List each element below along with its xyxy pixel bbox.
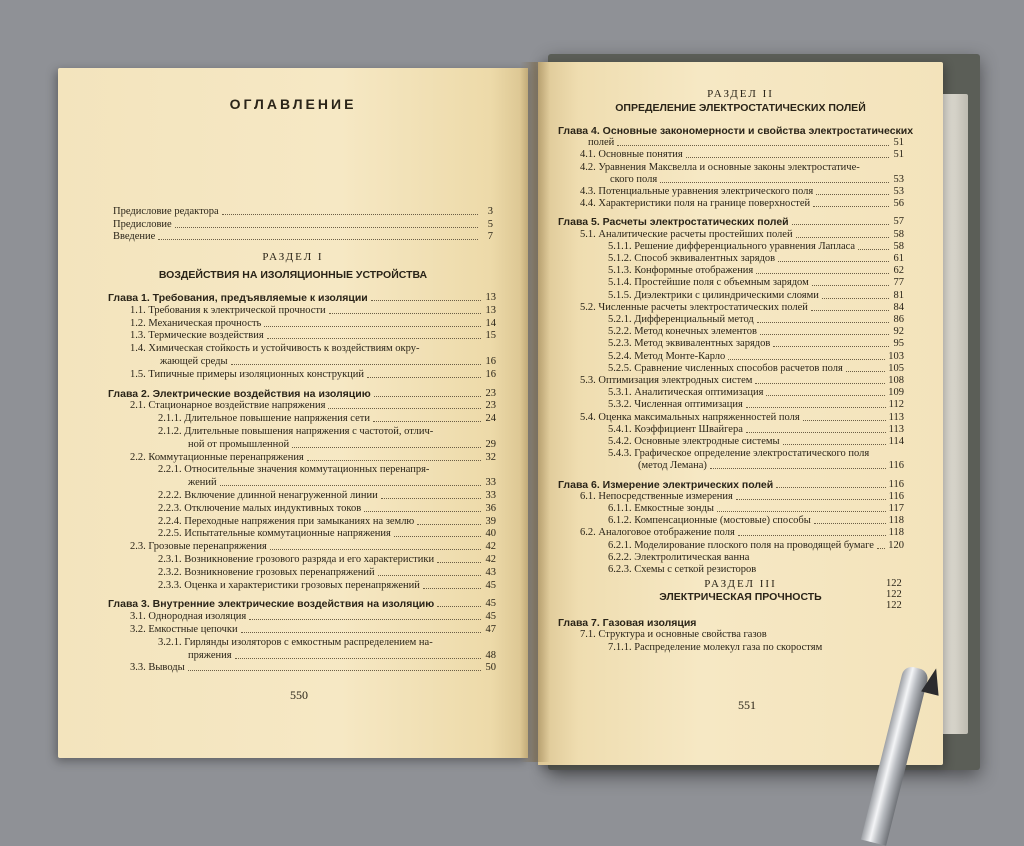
- dot-leader: [329, 313, 481, 314]
- toc-entry-text: 5.2.5. Сравнение численных способов расчетов поля: [608, 362, 843, 374]
- toc-entry-text: 5.4.2. Основные электродные системы: [608, 436, 780, 447]
- section-title: ОПРЕДЕЛЕНИЕ ЭЛЕКТРОСТАТИЧЕСКИХ ПОЛЕЙ: [615, 102, 866, 114]
- toc-entry: [580, 527, 904, 539]
- section-label: РАЗДЕЛ II: [707, 88, 774, 100]
- toc-entry-text: 5.4.1. Коэффициент Швайгера: [608, 423, 743, 435]
- toc-entry-text: 4.2. Уравнения Максвелла и основные законы электростатиче-: [580, 161, 860, 173]
- toc-entry: [608, 448, 904, 460]
- toc-entry: [580, 629, 904, 641]
- toc-entry: [130, 330, 496, 342]
- toc-entry: [130, 400, 496, 412]
- toc-entry: [130, 624, 496, 636]
- toc-entry-text: 2.1.1. Длительное повышение напряжения сети: [158, 413, 370, 425]
- toc-entry: [130, 611, 496, 623]
- toc-page-number: 116: [888, 478, 904, 490]
- section-label: РАЗДЕЛ I: [262, 251, 324, 263]
- toc-entry-text: 5.1. Аналитические расчеты простейших полей: [580, 228, 793, 240]
- toc-page-number: 53: [893, 173, 904, 185]
- dot-leader: [364, 511, 481, 512]
- section-label: РАЗДЕЛ III: [704, 578, 777, 591]
- toc-entry-text: 7.1.1. Распределение молекул газа по скоростям: [608, 641, 823, 653]
- dot-leader: [755, 383, 885, 384]
- front-matter-entry: [113, 206, 493, 218]
- toc-entry: [158, 554, 496, 566]
- toc-page-number: 33: [485, 477, 496, 489]
- toc-page-number: 113: [888, 411, 904, 423]
- toc-entry: [608, 515, 904, 527]
- toc-chapter: [558, 125, 914, 137]
- toc-entry-text: Предисловие редактора: [113, 206, 219, 217]
- dot-leader: [717, 511, 886, 512]
- dot-leader: [728, 359, 885, 360]
- toc-entry: [158, 413, 496, 425]
- toc-page-number: 23: [485, 400, 496, 412]
- toc-page-number: 16: [485, 368, 496, 380]
- dot-leader: [367, 377, 481, 378]
- toc-page-number: 118: [888, 515, 904, 527]
- toc-page-number: 16: [485, 356, 496, 367]
- toc-page-number: 117: [888, 503, 904, 514]
- page-number-left: 550: [290, 688, 308, 702]
- toc-entry: [608, 503, 904, 515]
- dot-leader: [760, 334, 889, 335]
- dot-leader: [814, 523, 886, 524]
- dot-leader: [241, 632, 481, 633]
- toc-entry: [608, 399, 904, 411]
- toc-entry: [608, 290, 904, 302]
- toc-entry: [580, 162, 904, 174]
- toc-entry: [158, 490, 496, 502]
- toc-entry: [130, 369, 496, 381]
- dot-leader: [756, 273, 889, 274]
- toc-page-number: 13: [485, 292, 496, 303]
- dot-leader: [222, 214, 478, 215]
- toc-entry-text: 6.2. Аналоговое отображение поля: [580, 527, 735, 539]
- toc-page-number: 3: [487, 206, 493, 217]
- toc-page-number: 45: [485, 598, 496, 610]
- toc-entry: [608, 387, 904, 399]
- toc-entry-text: 6.1.2. Компенсационные (мостовые) способы: [608, 515, 811, 527]
- toc-entry-text: Глава 1. Требования, предъявляемые к изоляции: [108, 292, 368, 304]
- toc-entry-text: 1.5. Типичные примеры изоляционных конструкций: [130, 368, 365, 380]
- toc-entry-text: 6.1.1. Емкостные зонды: [608, 503, 714, 514]
- toc-entry: [608, 314, 904, 326]
- dot-leader: [374, 396, 481, 397]
- toc-page-number: 120: [888, 539, 904, 551]
- dot-leader: [811, 310, 889, 311]
- toc-page-number: 103: [888, 350, 904, 362]
- toc-entry: [580, 229, 904, 241]
- toc-entry-text: 2.2. Коммутационные перенапряжения: [130, 451, 304, 463]
- toc-entry-text: 7.1. Структура и основные свойства газов: [580, 629, 767, 641]
- dot-leader: [846, 371, 885, 372]
- toc-entry-text: 6.1. Непосредственные измерения: [580, 490, 733, 502]
- toc-page-number: 77: [893, 277, 904, 289]
- toc-page-number: 51: [893, 137, 904, 149]
- toc-entry: [188, 439, 496, 451]
- toc-entry: [588, 137, 904, 149]
- toc-entry-text: 6.2.3. Схемы с сеткой резисторов: [608, 564, 757, 575]
- toc-page-number: 15: [485, 330, 496, 342]
- toc-entry-text: 5.2.2. Метод конечных элементов: [608, 326, 757, 338]
- toc-page-number: 53: [893, 186, 904, 197]
- dot-leader: [778, 261, 889, 262]
- toc-entry: [160, 356, 496, 368]
- toc-chapter: [108, 388, 496, 400]
- toc-entry: [608, 277, 904, 289]
- toc-entry-text: 5.4.3. Графическое определение электростатического поля: [608, 448, 870, 460]
- toc-page-number: 61: [893, 253, 904, 264]
- toc-entry: [188, 477, 496, 489]
- front-matter-entry: [113, 219, 493, 231]
- dot-leader: [417, 524, 481, 525]
- toc-entry: [158, 637, 496, 649]
- toc-entry: [130, 343, 496, 355]
- toc-chapter: [558, 479, 904, 491]
- toc-page-number: 58: [893, 228, 904, 240]
- toc-entry-text: 5.1.2. Способ эквивалентных зарядов: [608, 253, 776, 264]
- toc-page-number: 57: [893, 216, 904, 228]
- toc-entry: [608, 351, 904, 363]
- dot-leader: [235, 658, 481, 659]
- toc-entry: [608, 552, 904, 564]
- toc-page-number: 112: [888, 399, 904, 411]
- dot-leader: [270, 549, 481, 550]
- front-matter-entry: [113, 231, 493, 243]
- toc-entry: [608, 241, 904, 253]
- toc-page-number: 48: [485, 649, 496, 661]
- dot-leader: [249, 619, 481, 620]
- toc-entry-text: 2.1. Стационарное воздействие напряжения: [130, 400, 326, 412]
- toc-entry-text: 5.1.4. Простейшие поля с объемным зарядом: [608, 277, 809, 289]
- toc-entry-text: 5.2.4. Метод Монте-Карло: [608, 350, 726, 362]
- section-title: ВОЗДЕЙСТВИЯ НА ИЗОЛЯЦИОННЫЕ УСТРОЙСТВА: [158, 269, 428, 281]
- dot-leader: [220, 485, 481, 486]
- toc-entry-text: 2.1.2. Длительные повышения напряжения с частотой, отлич-: [158, 426, 434, 437]
- dot-leader: [746, 407, 886, 408]
- dot-leader: [175, 227, 478, 228]
- toc-page-number: 43: [485, 566, 496, 578]
- dot-leader: [812, 285, 889, 286]
- toc-entry-text: 2.2.5. Испытательные коммутационные напряжения: [158, 528, 391, 540]
- toc-entry: [608, 436, 904, 448]
- toc-entry: [158, 516, 496, 528]
- dot-leader: [158, 239, 478, 240]
- toc-entry: [580, 186, 904, 198]
- dot-leader: [710, 468, 886, 469]
- dot-leader: [757, 322, 889, 323]
- toc-page-number: 45: [485, 611, 496, 623]
- dot-leader: [437, 606, 481, 607]
- toc-page-number: 42: [485, 554, 496, 565]
- toc-page-number: 45: [485, 579, 496, 591]
- toc-entry: [638, 460, 904, 472]
- toc-page-number: 5: [487, 218, 493, 230]
- dot-leader: [822, 298, 889, 299]
- toc-entry-text: 2.2.4. Переходные напряжения при замыканиях на землю: [158, 515, 415, 527]
- toc-chapter: [558, 617, 904, 629]
- toc-entry-text: 5.1.5. Диэлектрики с цилиндрическими слоями: [608, 289, 819, 301]
- toc-page-number: 7: [487, 231, 493, 242]
- toc-entry-text: Введение: [113, 231, 156, 242]
- toc-page-number: 47: [485, 624, 496, 635]
- dot-leader: [766, 395, 885, 396]
- toc-entry-text: 5.3.1. Аналитическая оптимизация: [608, 387, 764, 399]
- toc-entry-text: 4.3. Потенциальные уравнения электрического поля: [580, 186, 814, 197]
- toc-entry-text: 1.4. Химическая стойкость и устойчивость к воздействиям окру-: [130, 343, 420, 355]
- dot-leader: [267, 338, 481, 339]
- dot-leader: [373, 421, 481, 422]
- toc-entry-text: 5.2. Численные расчеты электростатических полей: [580, 301, 808, 313]
- dot-leader: [371, 300, 481, 301]
- toc-entry-text: Глава 2. Электрические воздействия на изоляцию: [108, 387, 371, 400]
- toc-entry-text: Глава 6. Измерение электрических полей: [558, 478, 774, 491]
- toc-page-number: 113: [888, 423, 904, 435]
- toc-page-number: 109: [888, 387, 904, 399]
- toc-page-number: 116: [888, 460, 904, 472]
- toc-entry: [580, 491, 904, 503]
- toc-entry: [130, 318, 496, 330]
- toc-page-number: 24: [485, 413, 496, 425]
- toc-page-number: 122: [886, 600, 902, 612]
- toc-title: ОГЛАВЛЕНИЕ: [229, 96, 357, 112]
- toc-entry-text: 1.3. Термические воздействия: [130, 330, 264, 342]
- toc-entry-text: Глава 7. Газовая изоляция: [558, 617, 697, 630]
- toc-entry-text: 5.1.3. Конформные отображения: [608, 265, 754, 277]
- book-gutter: [520, 62, 550, 762]
- toc-page-number: 118: [888, 527, 904, 539]
- toc-entry: [158, 426, 496, 438]
- toc-entry: [130, 452, 496, 464]
- toc-entry-text: 2.3. Грозовые перенапряжения: [130, 541, 267, 553]
- toc-page-number: 36: [485, 502, 496, 514]
- toc-entry-text: 2.2.3. Отключение малых индуктивных токов: [158, 502, 362, 514]
- dot-leader: [394, 536, 481, 537]
- dot-leader: [816, 194, 889, 195]
- toc-page-number: 42: [485, 541, 496, 553]
- toc-entry-text: 2.2.2. Включение длинной ненагруженной линии: [158, 490, 378, 501]
- toc-entry: [130, 662, 496, 674]
- toc-entry-text: 6.2.1. Моделирование плоского поля на проводящей бумаге: [608, 539, 874, 551]
- toc-page-number: 81: [893, 289, 904, 301]
- toc-entry: [580, 302, 904, 314]
- toc-entry-text: 2.3.1. Возникновение грозового разряда и его характеристики: [158, 554, 435, 565]
- dot-leader: [686, 157, 889, 158]
- toc-entry-text: 6.2.2. Электролитическая ванна: [608, 551, 750, 563]
- toc-page-number: 29: [485, 438, 496, 450]
- toc-page-number: 86: [893, 314, 904, 325]
- toc-entry: [580, 149, 904, 161]
- toc-entry-text: 5.3.2. Численная оптимизация: [608, 399, 743, 411]
- toc-page-number: 56: [893, 198, 904, 210]
- dot-leader: [877, 548, 885, 549]
- toc-page-number: 108: [888, 375, 904, 386]
- toc-entry-text: ной от промышленной: [188, 438, 290, 450]
- toc-entry: [580, 198, 904, 210]
- toc-entry-text: 4.1. Основные понятия: [580, 149, 683, 161]
- toc-entry: [608, 326, 904, 338]
- toc-page-number: 23: [485, 387, 496, 399]
- dot-leader: [231, 364, 481, 365]
- toc-page-number: 84: [893, 301, 904, 313]
- dot-leader: [738, 535, 886, 536]
- toc-entry-text: 2.3.3. Оценка и характеристики грозовых перенапряжений: [158, 579, 420, 591]
- right-page: [538, 62, 943, 765]
- toc-chapter: [108, 292, 496, 304]
- dot-leader: [437, 562, 481, 563]
- dot-leader: [796, 237, 889, 238]
- dot-leader: [803, 420, 886, 421]
- dot-leader: [776, 487, 885, 488]
- dot-leader: [378, 575, 481, 576]
- toc-entry-text: жающей среды: [160, 356, 228, 367]
- toc-page-number: 105: [888, 362, 904, 374]
- toc-page-number: 14: [485, 317, 496, 329]
- toc-entry-text: 5.3. Оптимизация электродных систем: [580, 375, 753, 386]
- toc-entry-text: Глава 5. Расчеты электростатических полей: [558, 216, 789, 229]
- toc-entry: [608, 265, 904, 277]
- page-number-right: 551: [738, 698, 756, 712]
- dot-leader: [264, 326, 481, 327]
- dot-leader: [858, 249, 889, 250]
- dot-leader: [792, 224, 889, 225]
- toc-entry: [130, 305, 496, 317]
- toc-entry: [608, 424, 904, 436]
- toc-entry: [158, 580, 496, 592]
- toc-page-number: 40: [485, 528, 496, 540]
- toc-entry: [610, 174, 904, 186]
- toc-entry-text: (метод Лемана): [638, 460, 707, 472]
- toc-entry: [580, 412, 904, 424]
- toc-entry: [158, 567, 496, 579]
- dot-leader: [188, 670, 481, 671]
- dot-leader: [746, 432, 886, 433]
- toc-entry: [608, 642, 904, 654]
- toc-entry-text: 5.1.1. Решение дифференциального уравнения Лапласа: [608, 240, 856, 252]
- section-title: ЭЛЕКТРИЧЕСКАЯ ПРОЧНОСТЬ: [659, 591, 822, 604]
- toc-entry-text: 2.2.1. Относительные значения коммутационных перенапря-: [158, 464, 430, 476]
- dot-leader: [813, 206, 889, 207]
- toc-page-number: 51: [893, 149, 904, 161]
- toc-page-number: 114: [888, 436, 904, 447]
- toc-entry-text: жений: [188, 477, 217, 489]
- toc-page-number: 92: [893, 326, 904, 338]
- toc-entry-text: полей: [588, 137, 615, 149]
- toc-entry: [188, 650, 496, 662]
- toc-page-number: 58: [893, 240, 904, 252]
- dot-leader: [423, 588, 481, 589]
- toc-entry: [608, 363, 904, 375]
- toc-entry: [158, 503, 496, 515]
- toc-entry: [580, 375, 904, 387]
- toc-page-number: 122: [886, 589, 902, 601]
- toc-entry-text: 3.2.1. Гирлянды изоляторов с емкостным распределением на-: [158, 636, 433, 648]
- dot-leader: [736, 499, 886, 500]
- toc-page-number: 32: [485, 451, 496, 463]
- toc-entry-text: 3.1. Однородная изоляция: [130, 611, 247, 623]
- toc-page-number: 122: [886, 578, 902, 590]
- toc-entry: [608, 253, 904, 265]
- left-page: [58, 68, 528, 758]
- toc-entry: [608, 338, 904, 350]
- toc-entry: [608, 540, 904, 552]
- toc-page-number: 33: [485, 490, 496, 501]
- toc-entry: [608, 564, 904, 576]
- toc-page-number: 116: [888, 490, 904, 502]
- toc-entry-text: 4.4. Характеристики поля на границе поверхностей: [580, 198, 811, 210]
- toc-entry-text: 5.2.3. Метод эквивалентных зарядов: [608, 338, 771, 350]
- toc-entry-text: Глава 4. Основные закономерности и свойства электростатических: [558, 125, 914, 137]
- toc-entry-text: 3.2. Емкостные цепочки: [130, 624, 238, 635]
- dot-leader: [773, 346, 889, 347]
- toc-entry-text: 5.2.1. Дифференциальный метод: [608, 314, 754, 325]
- dot-leader: [328, 408, 481, 409]
- dot-leader: [292, 447, 481, 448]
- toc-chapter: [558, 216, 904, 228]
- dot-leader: [307, 460, 481, 461]
- toc-entry-text: Глава 3. Внутренние электрические воздействия на изоляцию: [108, 598, 435, 611]
- toc-page-number: 13: [485, 304, 496, 316]
- dot-leader: [783, 444, 886, 445]
- toc-page-number: 62: [893, 265, 904, 277]
- toc-page-number: 95: [893, 338, 904, 350]
- toc-entry-text: 3.3. Выводы: [130, 662, 185, 674]
- dot-leader: [617, 145, 889, 146]
- toc-entry: [158, 464, 496, 476]
- toc-entry-text: Предисловие: [113, 218, 172, 230]
- toc-entry-text: пряжения: [188, 649, 232, 661]
- toc-entry-text: 1.2. Механическая прочность: [130, 317, 262, 329]
- dot-leader: [660, 182, 889, 183]
- toc-page-number: 39: [485, 515, 496, 527]
- toc-entry-text: ского поля: [610, 173, 658, 185]
- toc-page-number: 50: [485, 662, 496, 674]
- toc-entry-text: 1.1. Требования к электрической прочности: [130, 304, 326, 316]
- toc-entry-text: 5.4. Оценка максимальных напряженностей поля: [580, 411, 800, 423]
- dot-leader: [381, 498, 481, 499]
- toc-entry: [130, 541, 496, 553]
- toc-entry: [158, 528, 496, 540]
- toc-entry-text: 2.3.2. Возникновение грозовых перенапряжений: [158, 566, 375, 578]
- toc-chapter: [108, 598, 496, 610]
